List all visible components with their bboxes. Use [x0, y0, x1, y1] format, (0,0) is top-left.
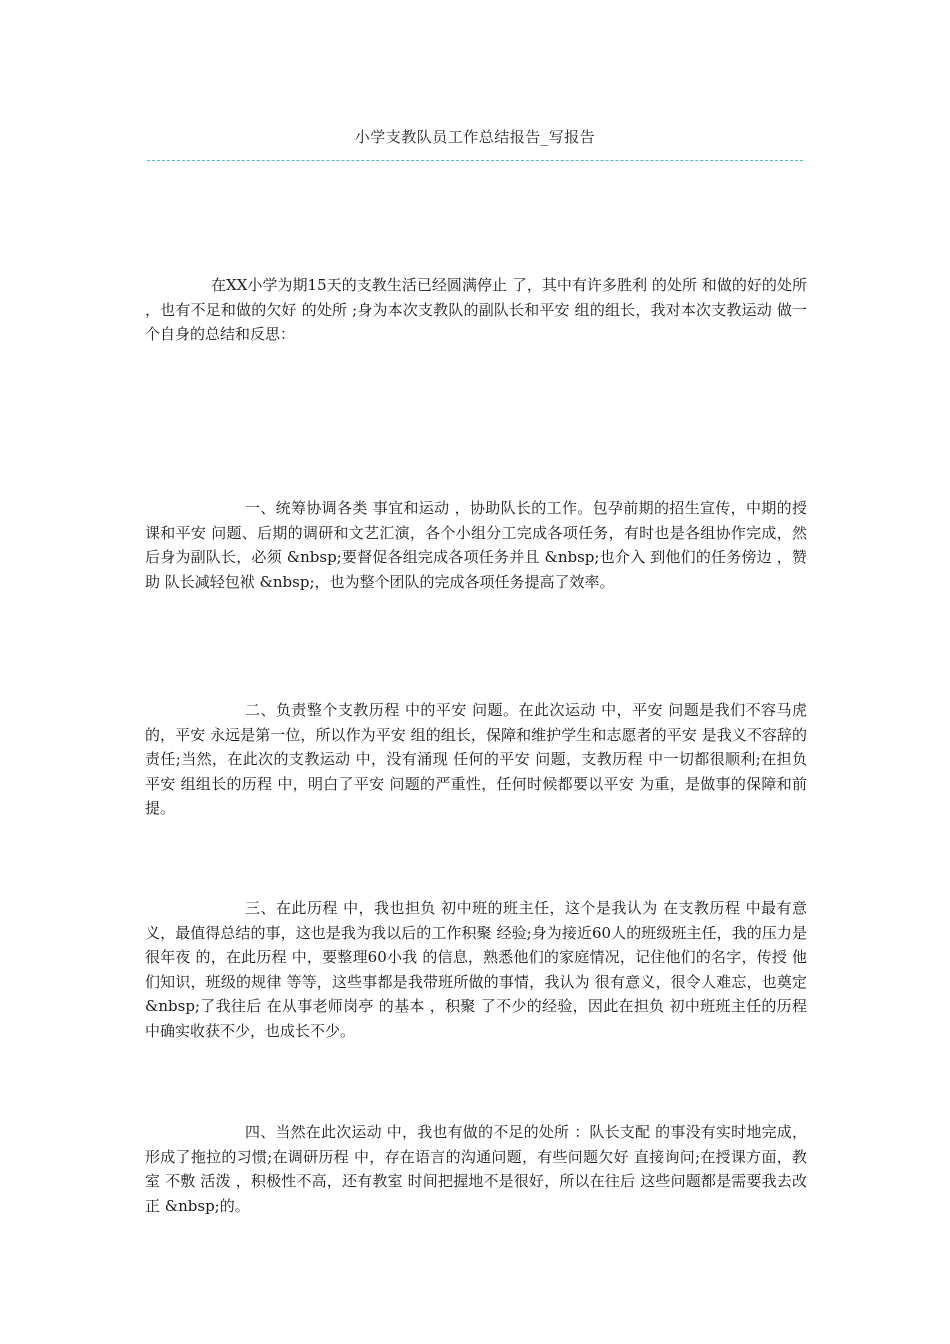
section-paragraph-4: 四、当然在此次运动 中，我也有做的不足的处所 ：队长支配 的事没有实时地完成，形成了拖拉的习惯;在调研历程 中，存在语言的沟通问题，有些问题欠好 直接询问;在授课方面，教室 不敷 活泼 ，积极性不高，还有教室 时间把握地不是很好，所以在往后 这些问题都是需要我去改正 &nbsp;的。	[145, 1123, 807, 1215]
section-paragraph-3: 三、在此历程 中，我也担负 初中班的班主任，这个是我认为 在支教历程 中最有意义，最值得总结的事，这也是我为我以后的工作积聚 经验;身为接近60人的班级班主任，我的压力是很年夜 的，在此历程 中，要整理60小我 的信息，熟悉他们的家庭情况，记住他们的名字，传授 他们知识，班级的规律 等等，这些事都是我带班所做的事情，我认为 很有意义，很令人难忘，也奠定 &nbsp;了我往后 在从事老师岗亭 的基本 ，积聚 了不少的经验，因此在担负 初中班班主任的历程 中确实收获不少，也成长不少。	[145, 899, 807, 1040]
section-paragraph-2: 二、负责整个支教历程 中的平安 问题。在此次运动 中，平安 问题是我们不容马虎的，平安 永远是第一位，所以作为平安 组的组长，保障和维护学生和志愿者的平安 是我义不容辞的责任;当然，在此次的支教运动 中，没有涌现 任何的平安 问题，支教历程 中一切都很顺利;在担负 平安 组组长的历程 中，明白了平安 问题的严重性，任何时候都要以平安 为重，是做事的保障和前提。	[145, 701, 807, 817]
document-title: 小学支教队员工作总结报告_写报告	[354, 128, 596, 146]
title-divider	[147, 160, 803, 161]
intro-paragraph: 在XX小学为期15天的支教生活已经圆满停止 了，其中有许多胜利 的处所 和做的好的处所 ，也有不足和做的欠好 的处所 ;身为本次支教队的副队长和平安 组的组长，我对本次支教运动 做一个自身的总结和反思：	[145, 276, 807, 343]
section-paragraph-1: 一、统筹协调各类 事宜和运动 ，协助队长的工作。包孕前期的招生宣传，中期的授课和平安 问题、后期的调研和文艺汇演，各个小组分工完成各项任务，有时也是各组协作完成，然后身为副队长，必须 &nbsp;要督促各组完成各项任务并且 &nbsp;也介入 到他们的任务傍边 ，赞助 队长减轻包袱 &nbsp;，也为整个团队的完成各项任务提高了效率。	[145, 499, 807, 591]
